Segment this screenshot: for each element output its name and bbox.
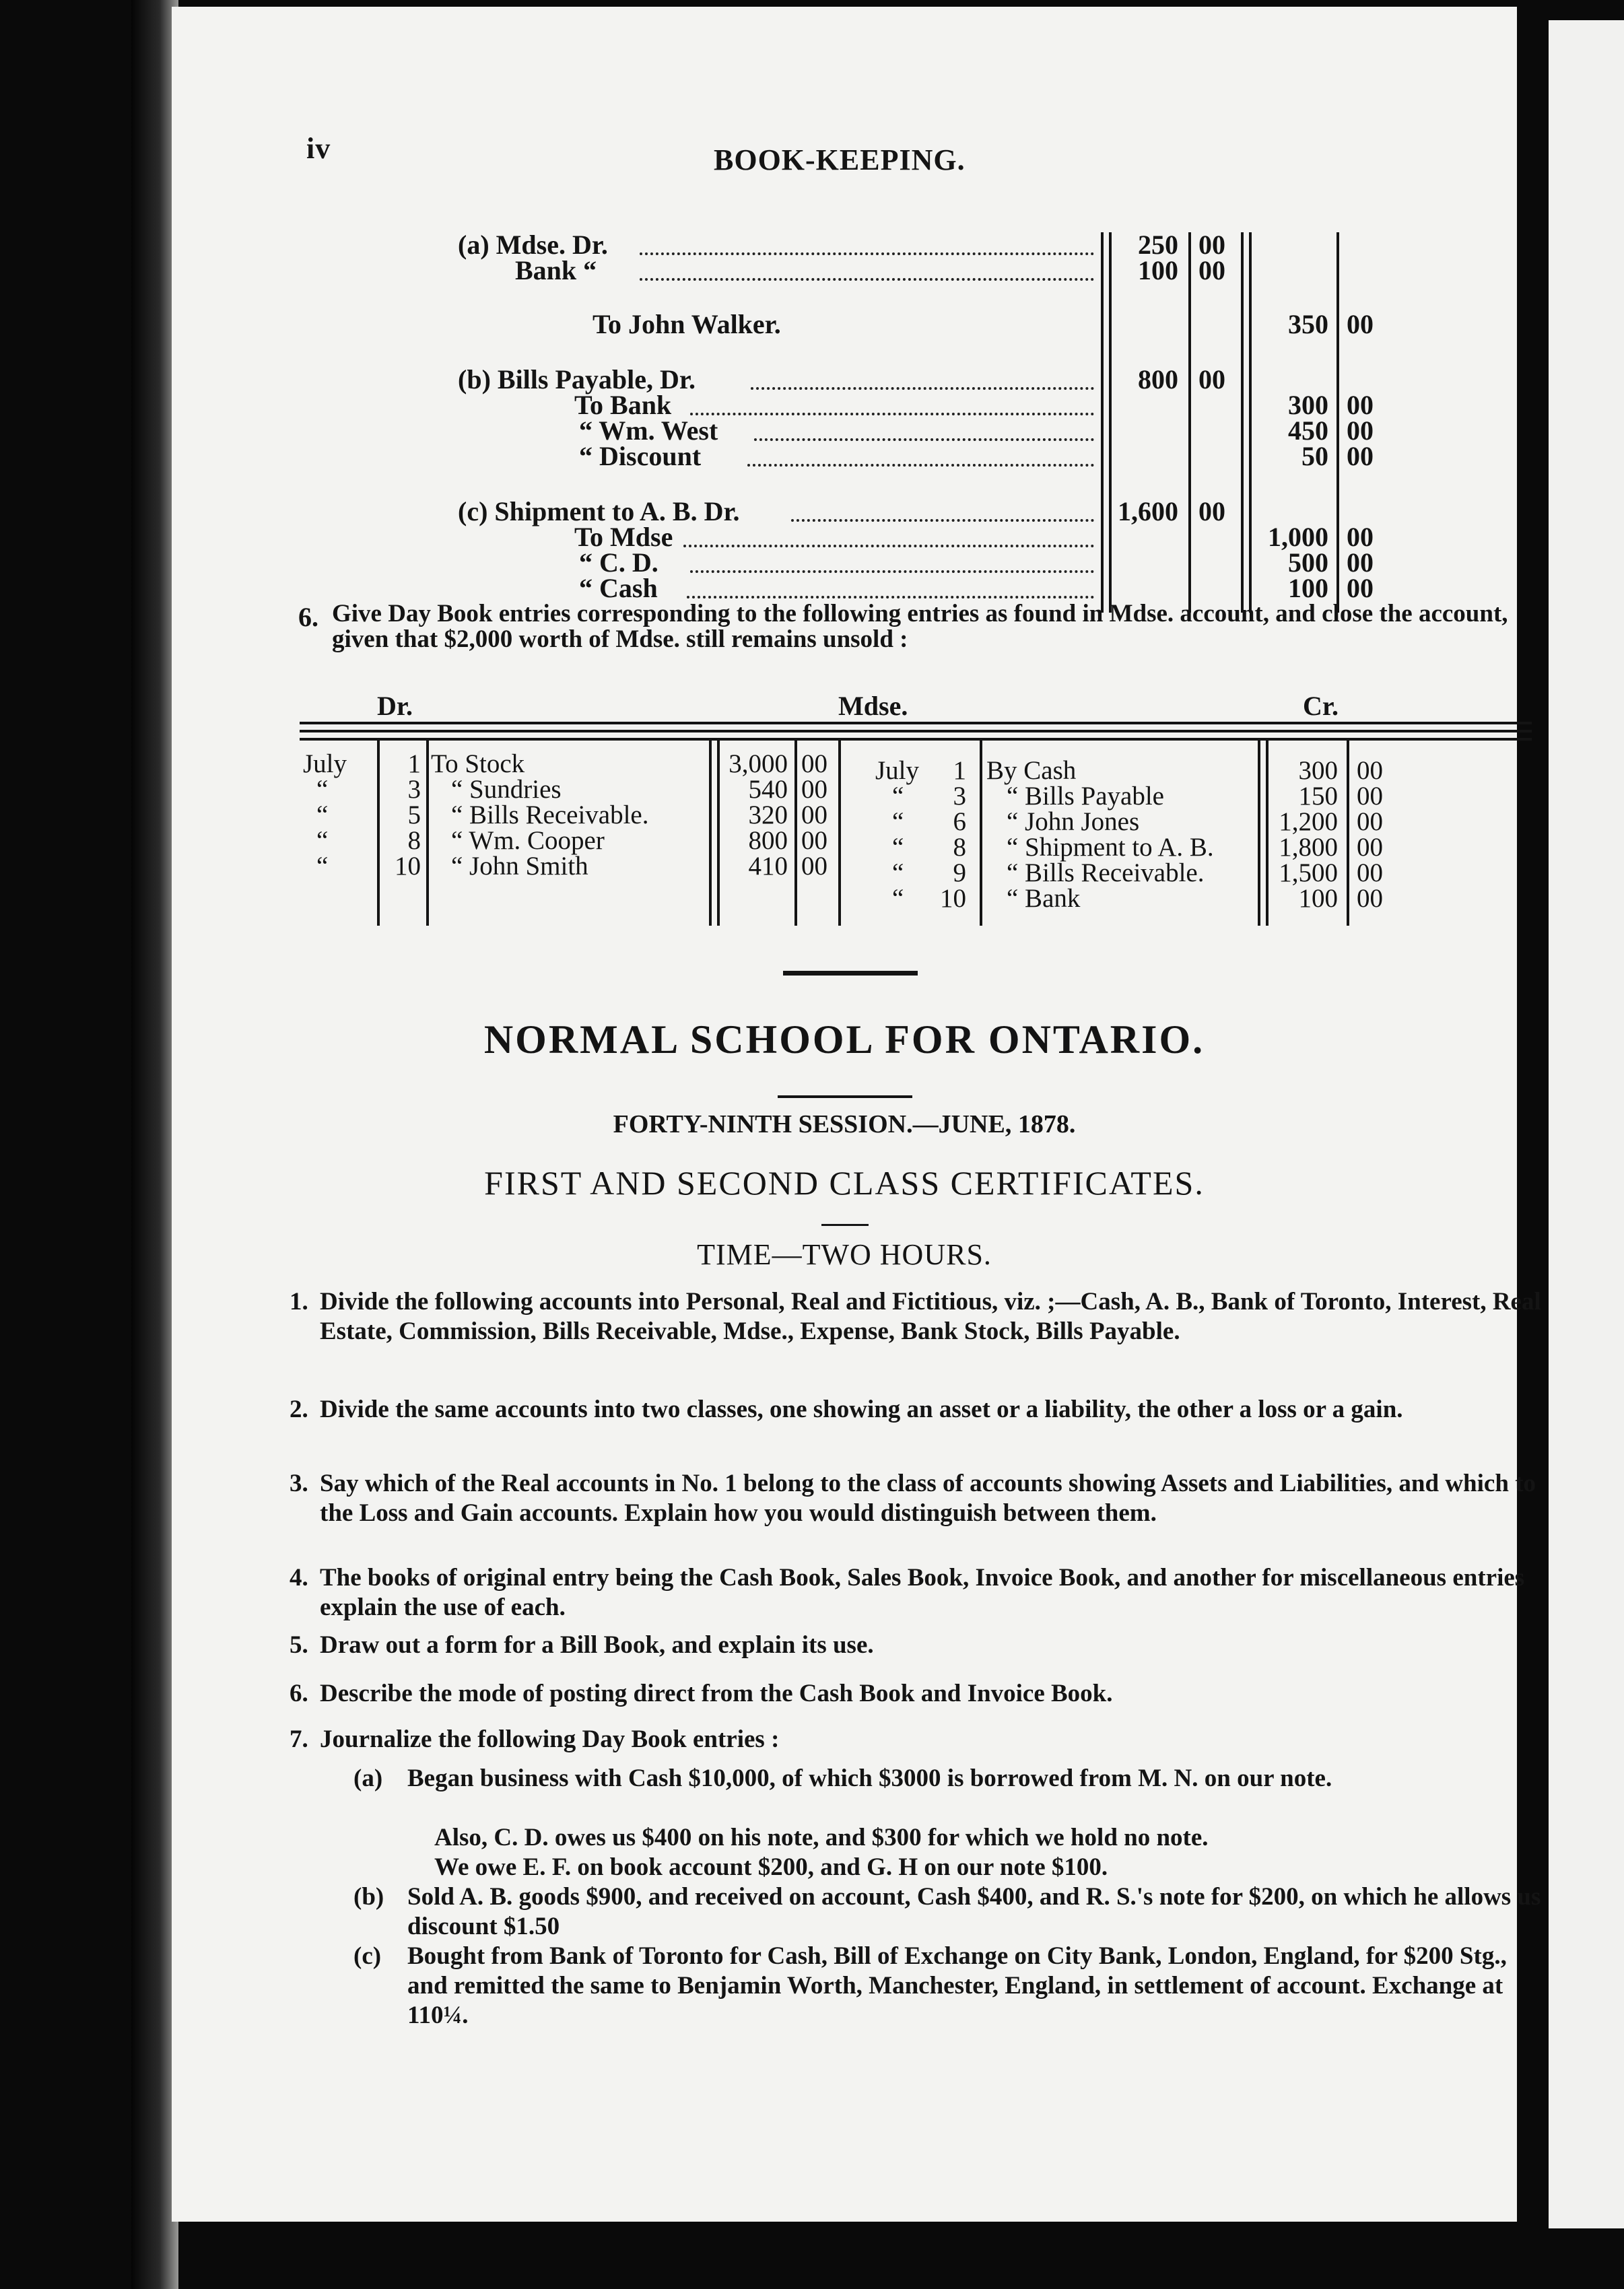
ledger-particulars: By Cash [986, 756, 1077, 785]
ledger-rule [300, 722, 1532, 724]
ledger-month: “ [892, 833, 904, 862]
session-line: FORTY-NINTH SESSION.—JUNE, 1878. [613, 1110, 1076, 1138]
ledger-col-rule [980, 741, 982, 926]
subpart-text: Sold A. B. goods $900, and received on account, Cash $400, and R. S.'s note for $200, on which he allows us discount $1.50 [407, 1883, 1541, 1940]
question-text: Divide the same accounts into two classes, one showing an asset or a liability, the other a loss or a gain. [320, 1396, 1403, 1423]
credit-cents: 00 [1347, 547, 1374, 578]
question-number: 1. [290, 1288, 308, 1316]
debit-cents: 00 [1198, 364, 1225, 395]
ledger-month: “ [316, 826, 329, 855]
credit-cents: 00 [1347, 522, 1374, 552]
debit-cents: 00 [1198, 255, 1225, 285]
ledger-col-rule [1258, 741, 1260, 926]
ledger-amount: 100 [1298, 884, 1338, 913]
journal-rule [1249, 232, 1252, 613]
question-text: The books of original entry being the Cash Book, Sales Book, Invoice Book, and another for miscellaneous entries explain the use of each. [320, 1564, 1525, 1621]
ledger-month: “ [892, 858, 904, 887]
journal-line-label: To Mdse [574, 522, 673, 552]
question-number: 5. [290, 1631, 308, 1659]
ledger-dr: Dr. [377, 691, 413, 721]
ledger-cr: Cr. [1303, 691, 1339, 721]
ledger-month: “ [892, 782, 904, 811]
ledger-day: 9 [953, 858, 966, 887]
ledger-cents: 00 [1357, 884, 1383, 913]
ledger-particulars: “ Wm. Cooper [451, 826, 605, 855]
certificates-heading: FIRST AND SECOND CLASS CERTIFICATES. [484, 1164, 1205, 1202]
ledger-particulars: To Stock [431, 749, 525, 778]
ledger-cents: 00 [1357, 756, 1383, 785]
ledger-amount: 3,000 [729, 749, 788, 778]
journal-rule [1337, 232, 1339, 613]
ledger-day: 8 [953, 833, 966, 862]
ledger-col-rule [426, 741, 429, 926]
ledger-col-rule [794, 741, 797, 926]
dot-leader [754, 438, 1094, 441]
credit-cents: 00 [1347, 573, 1374, 603]
credit-amount: 300 [1288, 390, 1328, 420]
ledger-particulars: “ Shipment to A. B. [1007, 833, 1214, 862]
ledger-col-rule [709, 741, 712, 926]
journal-rule [1109, 232, 1112, 613]
subpart-label: (a) [353, 1765, 383, 1792]
journal-entry-label: (b) Bills Payable, Dr. [458, 364, 696, 395]
ledger-amount: 800 [748, 826, 788, 855]
section-rule [783, 971, 918, 976]
journal-rule [1101, 232, 1104, 613]
question-text: Describe the mode of posting direct from the Cash Book and Invoice Book. [320, 1680, 1113, 1707]
subpart-text: Also, C. D. owes us $400 on his note, and $300 for which we hold no note. [434, 1824, 1209, 1851]
credit-cents: 00 [1347, 309, 1374, 339]
credit-cents: 00 [1347, 441, 1374, 471]
question-number: 6. [290, 1680, 308, 1707]
subpart-text: Bought from Bank of Toronto for Cash, Bill of Exchange on City Bank, London, England, for $200 Stg., and remitted the same to Benjamin Worth, Manchester, England, in settlement of account. Exchange at 110¼. [407, 1942, 1507, 2029]
journal-rule [1188, 232, 1191, 613]
ledger-particulars: “ Bills Payable [1007, 782, 1164, 811]
credit-cents: 00 [1347, 415, 1374, 446]
credit-amount: 450 [1288, 415, 1328, 446]
ledger-col-rule [838, 741, 841, 926]
journal-entry-label: To John Walker. [593, 309, 781, 339]
subpart-label: (c) [353, 1942, 382, 1970]
journal-line-label: To Bank [574, 390, 672, 420]
ledger-col-rule [1347, 741, 1349, 926]
debit-amount: 800 [1138, 364, 1178, 395]
subpart-text: We owe E. F. on book account $200, and G. H on our note $100. [434, 1853, 1108, 1881]
ledger-month: July [303, 749, 347, 778]
subpart-label: (b) [353, 1883, 384, 1911]
ledger-particulars: “ Sundries [451, 775, 562, 804]
question-number: 7. [290, 1726, 308, 1753]
journal-rule [1241, 232, 1244, 613]
credit-amount: 1,000 [1268, 522, 1328, 552]
ledger-month: “ [316, 775, 329, 804]
question-text: Draw out a form for a Bill Book, and explain its use. [320, 1631, 874, 1659]
subpart-text: Began business with Cash $10,000, of which $3000 is borrowed from M. N. on our note. [407, 1765, 1332, 1792]
ledger-day: 10 [395, 852, 421, 881]
journal-entry-label: (c) Shipment to A. B. Dr. [458, 496, 740, 526]
journal-line-label: “ Wm. West [579, 415, 718, 446]
section-rule [778, 1095, 912, 1098]
time-heading: TIME—TWO HOURS. [697, 1238, 992, 1271]
ledger-amount: 300 [1298, 756, 1338, 785]
adjacent-page-edge [1549, 20, 1624, 2228]
running-title: BOOK-KEEPING. [714, 143, 966, 176]
question-text: Say which of the Real accounts in No. 1 belong to the class of accounts showing Assets and Liabilities, and which to the Loss and Gain accounts. Explain how you would distinguish between them. [320, 1470, 1536, 1527]
credit-amount: 500 [1288, 547, 1328, 578]
debit-cents: 00 [1198, 230, 1225, 260]
credit-cents: 00 [1347, 390, 1374, 420]
dot-leader [683, 545, 1094, 547]
dot-leader [640, 252, 1094, 255]
question-number: 6. [298, 602, 318, 632]
ledger-cents: 00 [801, 749, 827, 778]
ledger-particulars: “ Bank [1007, 884, 1081, 913]
ledger-amount: 410 [748, 852, 788, 881]
debit-amount: 100 [1138, 255, 1178, 285]
section-rule [821, 1224, 869, 1226]
credit-amount: 100 [1288, 573, 1328, 603]
question-text: Journalize the following Day Book entries : [320, 1726, 780, 1753]
ledger-title: Mdse. [838, 691, 908, 721]
journal-line-label: “ C. D. [579, 547, 658, 578]
credit-amount: 50 [1301, 441, 1328, 471]
ledger-day: 10 [940, 884, 966, 913]
section-title: NORMAL SCHOOL FOR ONTARIO. [483, 1017, 1205, 1062]
question-number: 2. [290, 1396, 308, 1423]
ledger-cents: 00 [801, 852, 827, 881]
debit-amount: 1,600 [1118, 496, 1178, 526]
ledger-amount: 1,500 [1279, 858, 1338, 887]
ledger-col-rule [717, 741, 720, 926]
ledger-particulars: “ Bills Receivable. [1007, 858, 1205, 887]
debit-amount: 250 [1138, 230, 1178, 260]
ledger-amount: 1,200 [1279, 807, 1338, 836]
dot-leader [791, 519, 1094, 522]
ledger-cents: 00 [801, 800, 827, 829]
credit-amount: 350 [1288, 309, 1328, 339]
ledger-day: 5 [407, 800, 421, 829]
dot-leader [747, 464, 1094, 467]
ledger-day: 3 [407, 775, 421, 804]
ledger-rule [300, 730, 1532, 732]
ledger-particulars: “ Bills Receivable. [451, 800, 649, 829]
ledger-cents: 00 [1357, 858, 1383, 887]
ledger-month: “ [316, 852, 329, 881]
question-text: Divide the following accounts into Personal, Real and Fictitious, viz. ;—Cash, A. B., Bank of Toronto, Interest, Real Estate, Commission, Bills Receivable, Mdse., Expense, Bank Stock, Bills Payable. [320, 1288, 1541, 1345]
debit-cents: 00 [1198, 496, 1225, 526]
ledger-col-rule [1266, 741, 1268, 926]
question-text: Give Day Book entries corresponding to the following entries as found in Mdse. account, and close the account, given that $2,000 worth of Mdse. still remains unsold : [332, 600, 1508, 653]
dot-leader [751, 387, 1094, 390]
ledger-particulars: “ John Jones [1007, 807, 1140, 836]
ledger-particulars: “ John Smith [451, 852, 588, 881]
ledger-month: “ [892, 884, 904, 913]
dot-leader [690, 570, 1094, 573]
ledger-day: 1 [953, 756, 966, 785]
dot-leader [690, 413, 1094, 415]
page-number: iv [306, 132, 331, 165]
ledger-amount: 150 [1298, 782, 1338, 811]
ledger-cents: 00 [1357, 782, 1383, 811]
journal-line-label: “ Discount [579, 441, 702, 471]
journal-entry-label: Bank “ [515, 255, 597, 285]
ledger-day: 3 [953, 782, 966, 811]
ledger-cents: 00 [1357, 807, 1383, 836]
ledger-col-rule [377, 741, 380, 926]
ledger-cents: 00 [1357, 833, 1383, 862]
question-number: 4. [290, 1564, 308, 1592]
ledger-cents: 00 [801, 826, 827, 855]
ledger-day: 8 [407, 826, 421, 855]
ledger-month: July [875, 756, 920, 785]
question-number: 3. [290, 1470, 308, 1497]
journal-line-label: “ Cash [579, 573, 658, 603]
dot-leader [640, 278, 1094, 281]
book-page [172, 7, 1541, 2222]
ledger-day: 6 [953, 807, 966, 836]
journal-entry-label: (a) Mdse. Dr. [458, 230, 608, 260]
ledger-month: “ [892, 807, 904, 836]
ledger-amount: 320 [748, 800, 788, 829]
ledger-amount: 1,800 [1279, 833, 1338, 862]
ledger-cents: 00 [801, 775, 827, 804]
ledger-day: 1 [407, 749, 421, 778]
ledger-amount: 540 [748, 775, 788, 804]
dot-leader [687, 596, 1094, 599]
ledger-month: “ [316, 800, 329, 829]
